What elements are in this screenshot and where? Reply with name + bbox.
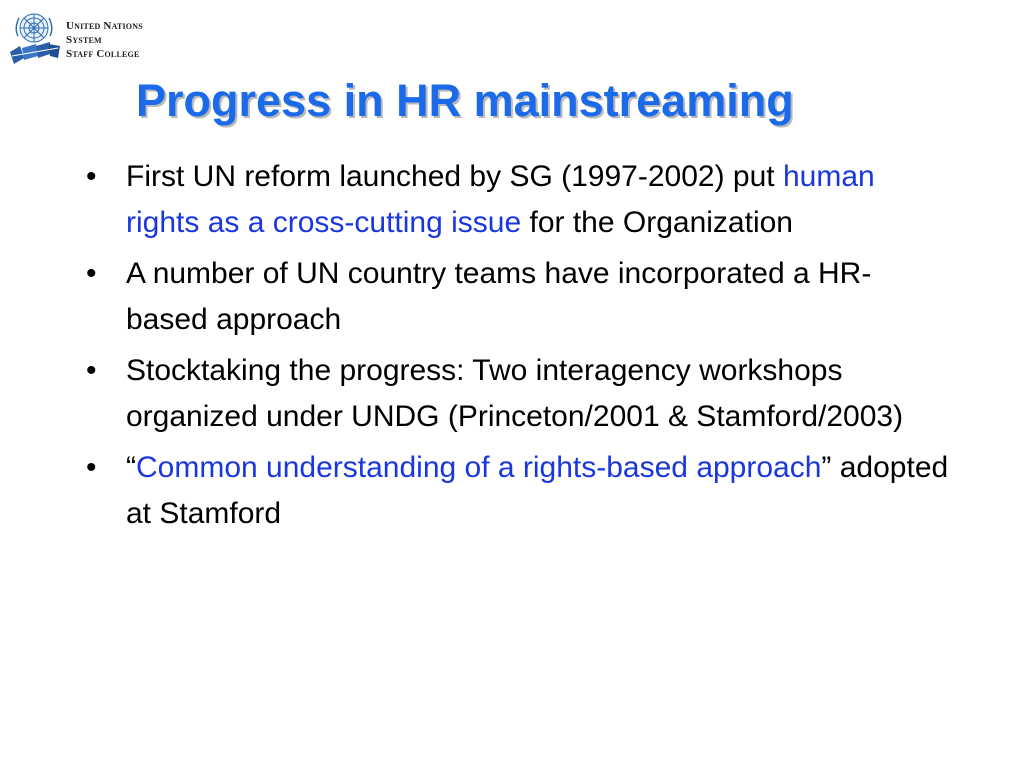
bullet-text: for the Organization [521, 206, 793, 239]
unssc-logo [6, 6, 186, 72]
bullet-text: A number of UN country teams have incorporated a HR-based approach [126, 257, 872, 336]
bullet-text: ” adopted at Stamford [126, 451, 949, 530]
logo-text [66, 19, 143, 61]
logo-line-1: United Nations [66, 20, 143, 32]
un-emblem-icon [6, 6, 66, 70]
slide-title: Progress in HR mainstreaming [136, 75, 794, 126]
bullet-marker: • [86, 257, 97, 290]
bullet-item [80, 251, 950, 343]
logo-line-3: Staff College [66, 48, 140, 60]
bullet-item [80, 348, 950, 440]
bullet-marker: • [86, 160, 97, 193]
bullet-highlight: human rights as a cross-cutting issue [126, 160, 875, 239]
bullet-marker: • [86, 354, 97, 387]
bullet-list [80, 154, 950, 542]
bullet-text: “ [126, 451, 136, 484]
bullet-text: First UN reform launched by SG (1997-2002) put [126, 160, 783, 193]
bullet-highlight: Common understanding of a rights-based approach [136, 451, 822, 484]
bullet-marker: • [86, 451, 97, 484]
bullet-text: Stocktaking the progress: Two interagency workshops organized under UNDG (Princeton/2001 & Stamford/2003) [126, 354, 904, 433]
logo-line-2: System [66, 34, 102, 46]
bullet-item [80, 154, 950, 246]
bullet-item [80, 445, 950, 537]
